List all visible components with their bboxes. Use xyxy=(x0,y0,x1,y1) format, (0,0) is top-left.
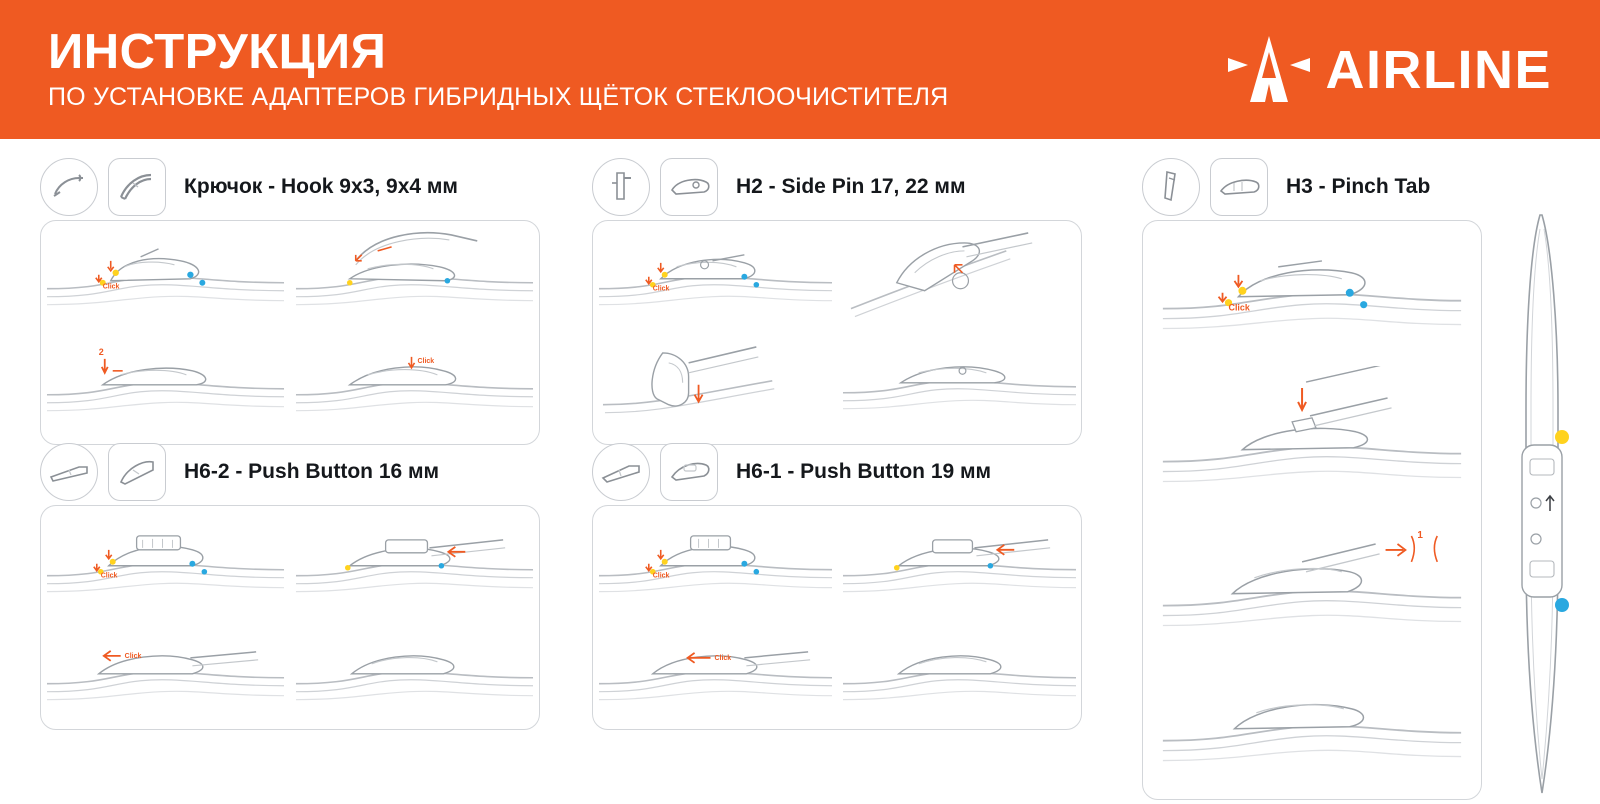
svg-text:Click: Click xyxy=(124,652,142,660)
step-illustration xyxy=(1143,221,1481,366)
section-h3-panel xyxy=(1142,220,1482,800)
section-h3-header xyxy=(1142,154,1482,220)
section-h3 xyxy=(1142,154,1482,800)
hybrid-wiper-blade-diagram xyxy=(1496,209,1586,799)
airline-a-logo-icon xyxy=(1226,32,1312,108)
svg-text:Click: Click xyxy=(100,572,118,580)
brand-logo xyxy=(1226,32,1561,108)
section-h6-2-panel xyxy=(40,505,540,730)
step-illustration xyxy=(41,221,290,333)
adapter-hook-icon xyxy=(108,158,166,216)
step-illustration xyxy=(41,618,290,730)
section-hook xyxy=(40,154,540,445)
section-h6-1-panel xyxy=(592,505,1082,730)
header-text-block xyxy=(48,27,948,112)
wiper-arm-push-button-19-icon xyxy=(592,443,650,501)
page-header xyxy=(0,0,1600,139)
step-illustration xyxy=(593,506,837,618)
svg-text:Click: Click xyxy=(417,357,435,365)
step-illustration xyxy=(837,506,1081,618)
adapter-side-pin-icon xyxy=(660,158,718,216)
step-illustration xyxy=(837,333,1081,445)
instruction-sheet xyxy=(0,139,1600,801)
section-hook-title: Крючок - Hook 9x3, 9x4 мм xyxy=(184,175,458,198)
section-h6-1 xyxy=(592,439,1082,730)
step-illustration xyxy=(290,618,539,730)
step-illustration xyxy=(1143,510,1481,655)
section-h6-2-header xyxy=(40,439,540,505)
section-h6-2-title: H6-2 - Push Button 16 мм xyxy=(184,460,440,483)
step-illustration xyxy=(1143,655,1481,800)
wiper-arm-pinch-tab-icon xyxy=(1142,158,1200,216)
step-illustration xyxy=(593,333,837,445)
section-h6-1-header xyxy=(592,439,1082,505)
adapter-pinch-tab-icon xyxy=(1210,158,1268,216)
section-h2 xyxy=(592,154,1082,445)
section-h6-2 xyxy=(40,439,540,730)
step-illustration xyxy=(837,618,1081,730)
page-title: ИНСТРУКЦИЯ xyxy=(48,25,387,80)
page-subtitle: ПО УСТАНОВКЕ АДАПТЕРОВ ГИБРИДНЫХ ЩЁТОК СТЕКЛООЧИСТИТЕЛЯ xyxy=(48,83,949,112)
adapter-push-button-16-icon xyxy=(108,443,166,501)
step-illustration xyxy=(290,333,539,445)
step-illustration xyxy=(593,221,837,333)
svg-text:Click: Click xyxy=(714,654,732,662)
step-illustration xyxy=(290,221,539,333)
section-h6-1-title: H6-1 - Push Button 19 мм xyxy=(736,460,992,483)
wiper-arm-hook-icon xyxy=(40,158,98,216)
step-illustration xyxy=(41,333,290,445)
step-illustration xyxy=(290,506,539,618)
svg-text:Click: Click xyxy=(652,285,670,293)
svg-text:Click: Click xyxy=(102,283,120,291)
section-h2-header xyxy=(592,154,1082,220)
wiper-arm-push-button-16-icon xyxy=(40,443,98,501)
step-illustration xyxy=(837,221,1081,333)
step-illustration xyxy=(593,618,837,730)
svg-text:Click: Click xyxy=(1228,302,1250,313)
svg-text:1: 1 xyxy=(1417,530,1423,542)
adapter-push-button-19-icon xyxy=(660,443,718,501)
section-hook-panel xyxy=(40,220,540,445)
section-h2-panel xyxy=(592,220,1082,445)
wiper-arm-side-pin-icon xyxy=(592,158,650,216)
step-illustration xyxy=(41,506,290,618)
svg-text:2: 2 xyxy=(98,346,104,357)
svg-text:Click: Click xyxy=(652,572,670,580)
brand-name: AIRLINE xyxy=(1325,39,1552,100)
step-illustration xyxy=(1143,366,1481,511)
section-h2-title: H2 - Side Pin 17, 22 мм xyxy=(736,175,966,198)
section-h3-title: H3 - Pinch Tab xyxy=(1286,175,1431,198)
section-hook-header xyxy=(40,154,540,220)
